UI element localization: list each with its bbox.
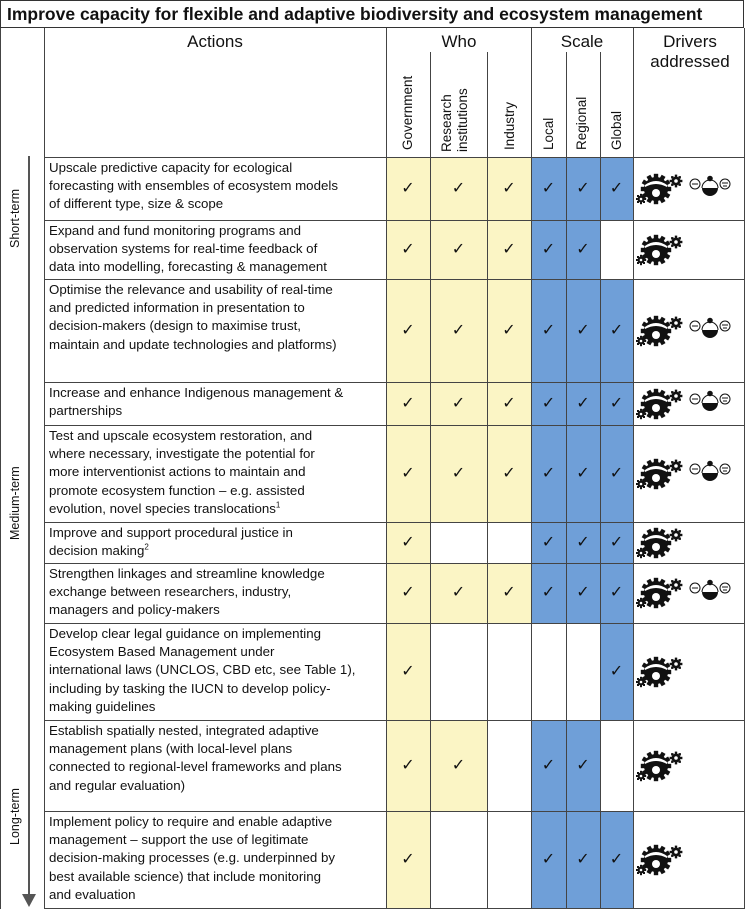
who-check: ✓: [502, 464, 516, 482]
col-regional: Regional: [574, 96, 589, 150]
scale-check: ✓: [576, 179, 590, 197]
who-check: ✓: [401, 394, 415, 412]
row-divider: [44, 522, 745, 523]
gears-icon: [636, 655, 686, 694]
gears-icon: [636, 576, 686, 610]
action-text: [49, 565, 384, 620]
action-text: [49, 281, 384, 354]
row-divider: [44, 157, 745, 158]
action-line: partnerships: [49, 403, 123, 419]
action-line: international laws (UNCLOS, CBD etc, see Table 1),: [49, 662, 356, 678]
people-icon: [688, 316, 732, 351]
footnote-marker: 1: [275, 500, 281, 510]
action-line: maintain and update technologies and platforms): [49, 336, 337, 352]
scale-check: ✓: [576, 240, 590, 258]
gears-icon: [636, 314, 686, 353]
who-check: ✓: [451, 240, 466, 258]
scale-check: ✓: [541, 179, 556, 197]
action-line: of different type, size & scope: [49, 196, 224, 212]
action-line: more interventionist actions to maintain and: [49, 464, 306, 480]
people-icon: [688, 389, 732, 424]
who-check: ✓: [401, 584, 415, 601]
people-icon: [688, 316, 732, 346]
scale-check: ✓: [541, 394, 556, 412]
col-research: Research: [439, 94, 454, 152]
people-icon: [688, 174, 732, 204]
who-check: ✓: [451, 394, 466, 412]
gears-icon: [636, 526, 686, 565]
who-check: ✓: [451, 756, 466, 774]
header-actions: Actions: [187, 32, 243, 51]
action-text: [49, 625, 384, 716]
action-text: [49, 159, 384, 214]
column-divider: [633, 28, 634, 909]
action-line: where necessary, investigate the potential for: [49, 446, 315, 462]
people-icon: [688, 174, 732, 209]
action-line: Ecosystem Based Management under: [49, 644, 275, 660]
action-line: Implement policy to require and enable adaptive: [49, 814, 333, 829]
who-check: ✓: [451, 179, 466, 197]
gears-icon: [636, 576, 686, 615]
table-title: Improve capacity for flexible and adaptive biodiversity and ecosystem management: [0, 0, 744, 28]
footnote-marker: 2: [144, 542, 149, 552]
term-medium: Medium-term: [8, 466, 22, 540]
action-line: and predicted information in presentation to: [49, 300, 305, 316]
who-check: ✓: [401, 850, 415, 868]
column-divider: [430, 52, 431, 909]
action-line: Improve and support procedural justice in: [49, 525, 293, 540]
row-divider: [44, 623, 745, 624]
who-check: ✓: [502, 321, 516, 339]
action-line: forecasting with ensembles of ecosystem models: [49, 178, 338, 194]
action-line: managers and policy-makers: [49, 602, 220, 618]
col-industry: Industry: [502, 101, 517, 150]
gears-icon: [636, 233, 686, 272]
scale-check: ✓: [576, 321, 590, 339]
scale-check: ✓: [576, 756, 590, 774]
scale-check: ✓: [541, 533, 556, 551]
col-institutions: institutions: [455, 88, 470, 152]
scale-check: ✓: [541, 321, 556, 339]
gears-icon: [636, 843, 686, 877]
who-check: ✓: [401, 464, 415, 482]
who-check: ✓: [502, 179, 516, 197]
action-line: Upscale predictive capacity for ecological: [49, 160, 293, 175]
action-line: making guidelines: [49, 698, 156, 714]
gears-icon: [636, 749, 686, 788]
who-check: ✓: [502, 240, 516, 258]
row-divider: [44, 220, 745, 221]
row-divider: [44, 720, 745, 721]
column-divider: [744, 28, 745, 909]
who-check: ✓: [401, 533, 415, 551]
header-drivers-line1: Drivers: [663, 32, 717, 51]
action-line: management plans (with local-level plans: [49, 741, 293, 757]
who-check: ✓: [401, 240, 415, 258]
who-check: ✓: [451, 321, 466, 339]
action-line: Optimise the relevance and usability of real-time: [49, 282, 333, 297]
scale-check: ✓: [609, 321, 624, 339]
who-check: ✓: [401, 662, 415, 680]
action-line: best available science) that include monitoring: [49, 868, 322, 884]
action-line: Increase and enhance Indigenous management &: [49, 385, 344, 400]
action-line: Test and upscale ecosystem restoration, and: [49, 428, 313, 443]
column-divider: [44, 28, 45, 909]
scale-check: ✓: [609, 533, 624, 551]
gears-icon: [636, 172, 686, 206]
column-divider: [0, 28, 1, 909]
who-check: ✓: [401, 321, 415, 339]
scale-check: ✓: [609, 394, 624, 412]
action-line: management – support the use of legitimate: [49, 832, 309, 848]
action-line: observation systems for real-time feedback of: [49, 241, 318, 257]
column-divider: [600, 52, 601, 909]
scale-check: ✓: [609, 464, 624, 482]
scale-check: ✓: [541, 756, 556, 774]
row-divider: [44, 279, 745, 280]
who-check: ✓: [502, 584, 516, 601]
action-text: [49, 722, 384, 795]
action-text: [49, 524, 384, 560]
gears-icon: [636, 655, 686, 689]
scale-check: ✓: [541, 584, 556, 601]
action-text: [49, 813, 384, 904]
scale-check: ✓: [576, 850, 590, 868]
header-scale: Scale: [560, 32, 604, 51]
scale-check: ✓: [609, 850, 624, 868]
scale-check: ✓: [541, 850, 556, 868]
term-short: Short-term: [8, 188, 22, 248]
gears-icon: [636, 387, 686, 421]
col-government: Government: [400, 75, 415, 150]
action-line: Strengthen linkages and streamline knowledge: [49, 566, 325, 581]
gears-icon: [636, 749, 686, 783]
action-line: including by tasking the IUCN to develop policy-: [49, 680, 331, 696]
scale-check: ✓: [609, 584, 624, 601]
action-line: decision making$^2$: [49, 542, 149, 559]
scale-check: ✓: [609, 179, 624, 197]
who-check: ✓: [401, 179, 415, 197]
people-icon: [688, 578, 732, 608]
col-local: Local: [541, 117, 556, 150]
header-who: Who: [441, 32, 477, 51]
gears-icon: [636, 172, 686, 211]
column-divider: [566, 52, 567, 909]
who-check: ✓: [401, 756, 415, 774]
action-line: evolution, novel species translocations$^1$: [49, 500, 281, 516]
action-line: and evaluation: [49, 886, 136, 902]
action-line: Develop clear legal guidance on implementing: [49, 626, 322, 641]
gears-icon: [636, 457, 686, 491]
action-line: data into modelling, forecasting & management: [49, 259, 327, 275]
action-text: [49, 427, 384, 518]
gears-icon: [636, 314, 686, 348]
row-divider: [44, 811, 745, 812]
action-line: connected to regional-level frameworks and plans: [49, 759, 342, 775]
action-line: decision-making processes (e.g. underpinned by: [49, 850, 336, 866]
row-divider: [44, 382, 745, 383]
scale-check: ✓: [576, 584, 590, 601]
who-check: ✓: [451, 464, 466, 482]
people-icon: [688, 459, 732, 494]
header-drivers: [634, 32, 746, 72]
action-text: [49, 384, 384, 420]
action-line: promote ecosystem function – e.g. assisted: [49, 482, 305, 498]
people-icon: [688, 578, 732, 613]
scale-check: ✓: [576, 394, 590, 412]
scale-check: ✓: [609, 662, 624, 680]
scale-check: ✓: [576, 533, 590, 551]
gears-icon: [636, 387, 686, 426]
term-long: Long-term: [8, 788, 22, 845]
column-divider: [487, 52, 488, 909]
row-divider: [44, 908, 745, 909]
timeline-arrow-icon: [20, 156, 38, 908]
action-line: exchange between researchers, industry,: [49, 584, 292, 600]
col-global: Global: [609, 110, 624, 150]
gears-icon: [636, 526, 686, 560]
scale-check: ✓: [576, 464, 590, 482]
gears-icon: [636, 457, 686, 496]
scale-check: ✓: [541, 464, 556, 482]
action-line: and regular evaluation): [49, 777, 186, 793]
action-line: Expand and fund monitoring programs and: [49, 223, 302, 238]
gears-icon: [636, 233, 686, 267]
who-check: ✓: [502, 394, 516, 412]
action-text: [49, 222, 384, 277]
action-line: decision-makers (design to maximise trust,: [49, 318, 301, 334]
people-icon: [688, 459, 732, 489]
who-check: ✓: [451, 584, 466, 601]
action-line: Establish spatially nested, integrated adaptive: [49, 723, 319, 738]
scale-check: ✓: [541, 240, 556, 258]
header-drivers-line2: addressed: [650, 52, 730, 71]
column-divider: [386, 28, 387, 909]
gears-icon: [636, 843, 686, 882]
people-icon: [688, 389, 732, 419]
column-divider: [531, 28, 532, 909]
